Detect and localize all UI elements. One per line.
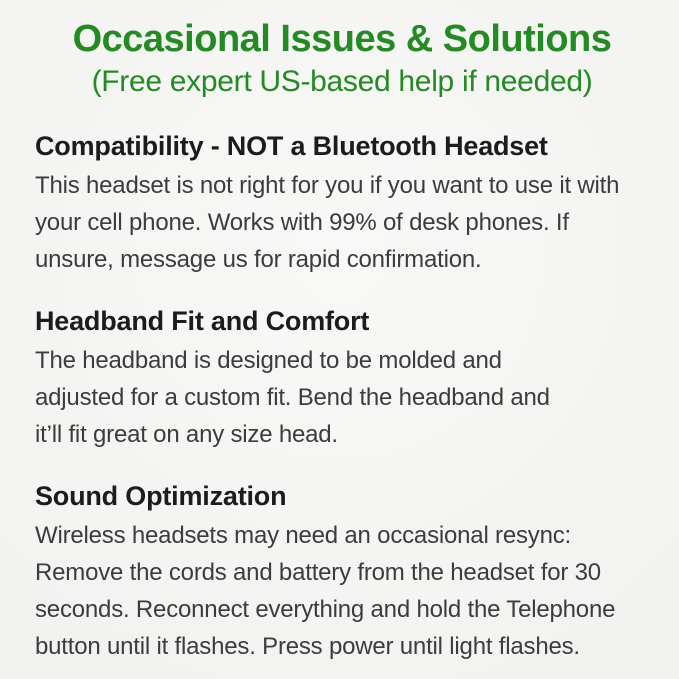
section-heading-headband-fit: Headband Fit and Comfort <box>35 306 370 337</box>
body-line: adjusted for a custom fit. Bend the headband and <box>35 384 550 412</box>
body-line: The headband is designed to be molded and <box>35 347 502 375</box>
section-body-sound-optimization <box>35 517 649 665</box>
body-line: button until it flashes. Press power until light flashes. <box>35 633 580 661</box>
section-sound-optimization <box>35 481 649 665</box>
section-body-compatibility <box>35 167 649 278</box>
section-body-headband-fit <box>35 342 649 453</box>
body-line: seconds. Reconnect everything and hold the Telephone <box>35 596 616 624</box>
section-compatibility <box>35 131 649 278</box>
page-title: Occasional Issues & Solutions <box>72 18 612 60</box>
section-heading-sound-optimization: Sound Optimization <box>35 481 287 512</box>
section-heading-compatibility: Compatibility - NOT a Bluetooth Headset <box>35 131 548 162</box>
body-line: Remove the cords and battery from the headset for 30 <box>35 559 601 587</box>
page-subtitle: (Free expert US-based help if needed) <box>91 64 593 98</box>
body-line: This headset is not right for you if you want to use it with <box>35 172 620 200</box>
section-headband-fit <box>35 306 649 453</box>
body-line: it’ll fit great on any size head. <box>35 421 338 449</box>
body-line: Wireless headsets may need an occasional resync: <box>35 522 572 550</box>
body-line: your cell phone. Works with 99% of desk phones. If <box>35 209 569 237</box>
body-line: unsure, message us for rapid confirmation. <box>35 246 482 274</box>
